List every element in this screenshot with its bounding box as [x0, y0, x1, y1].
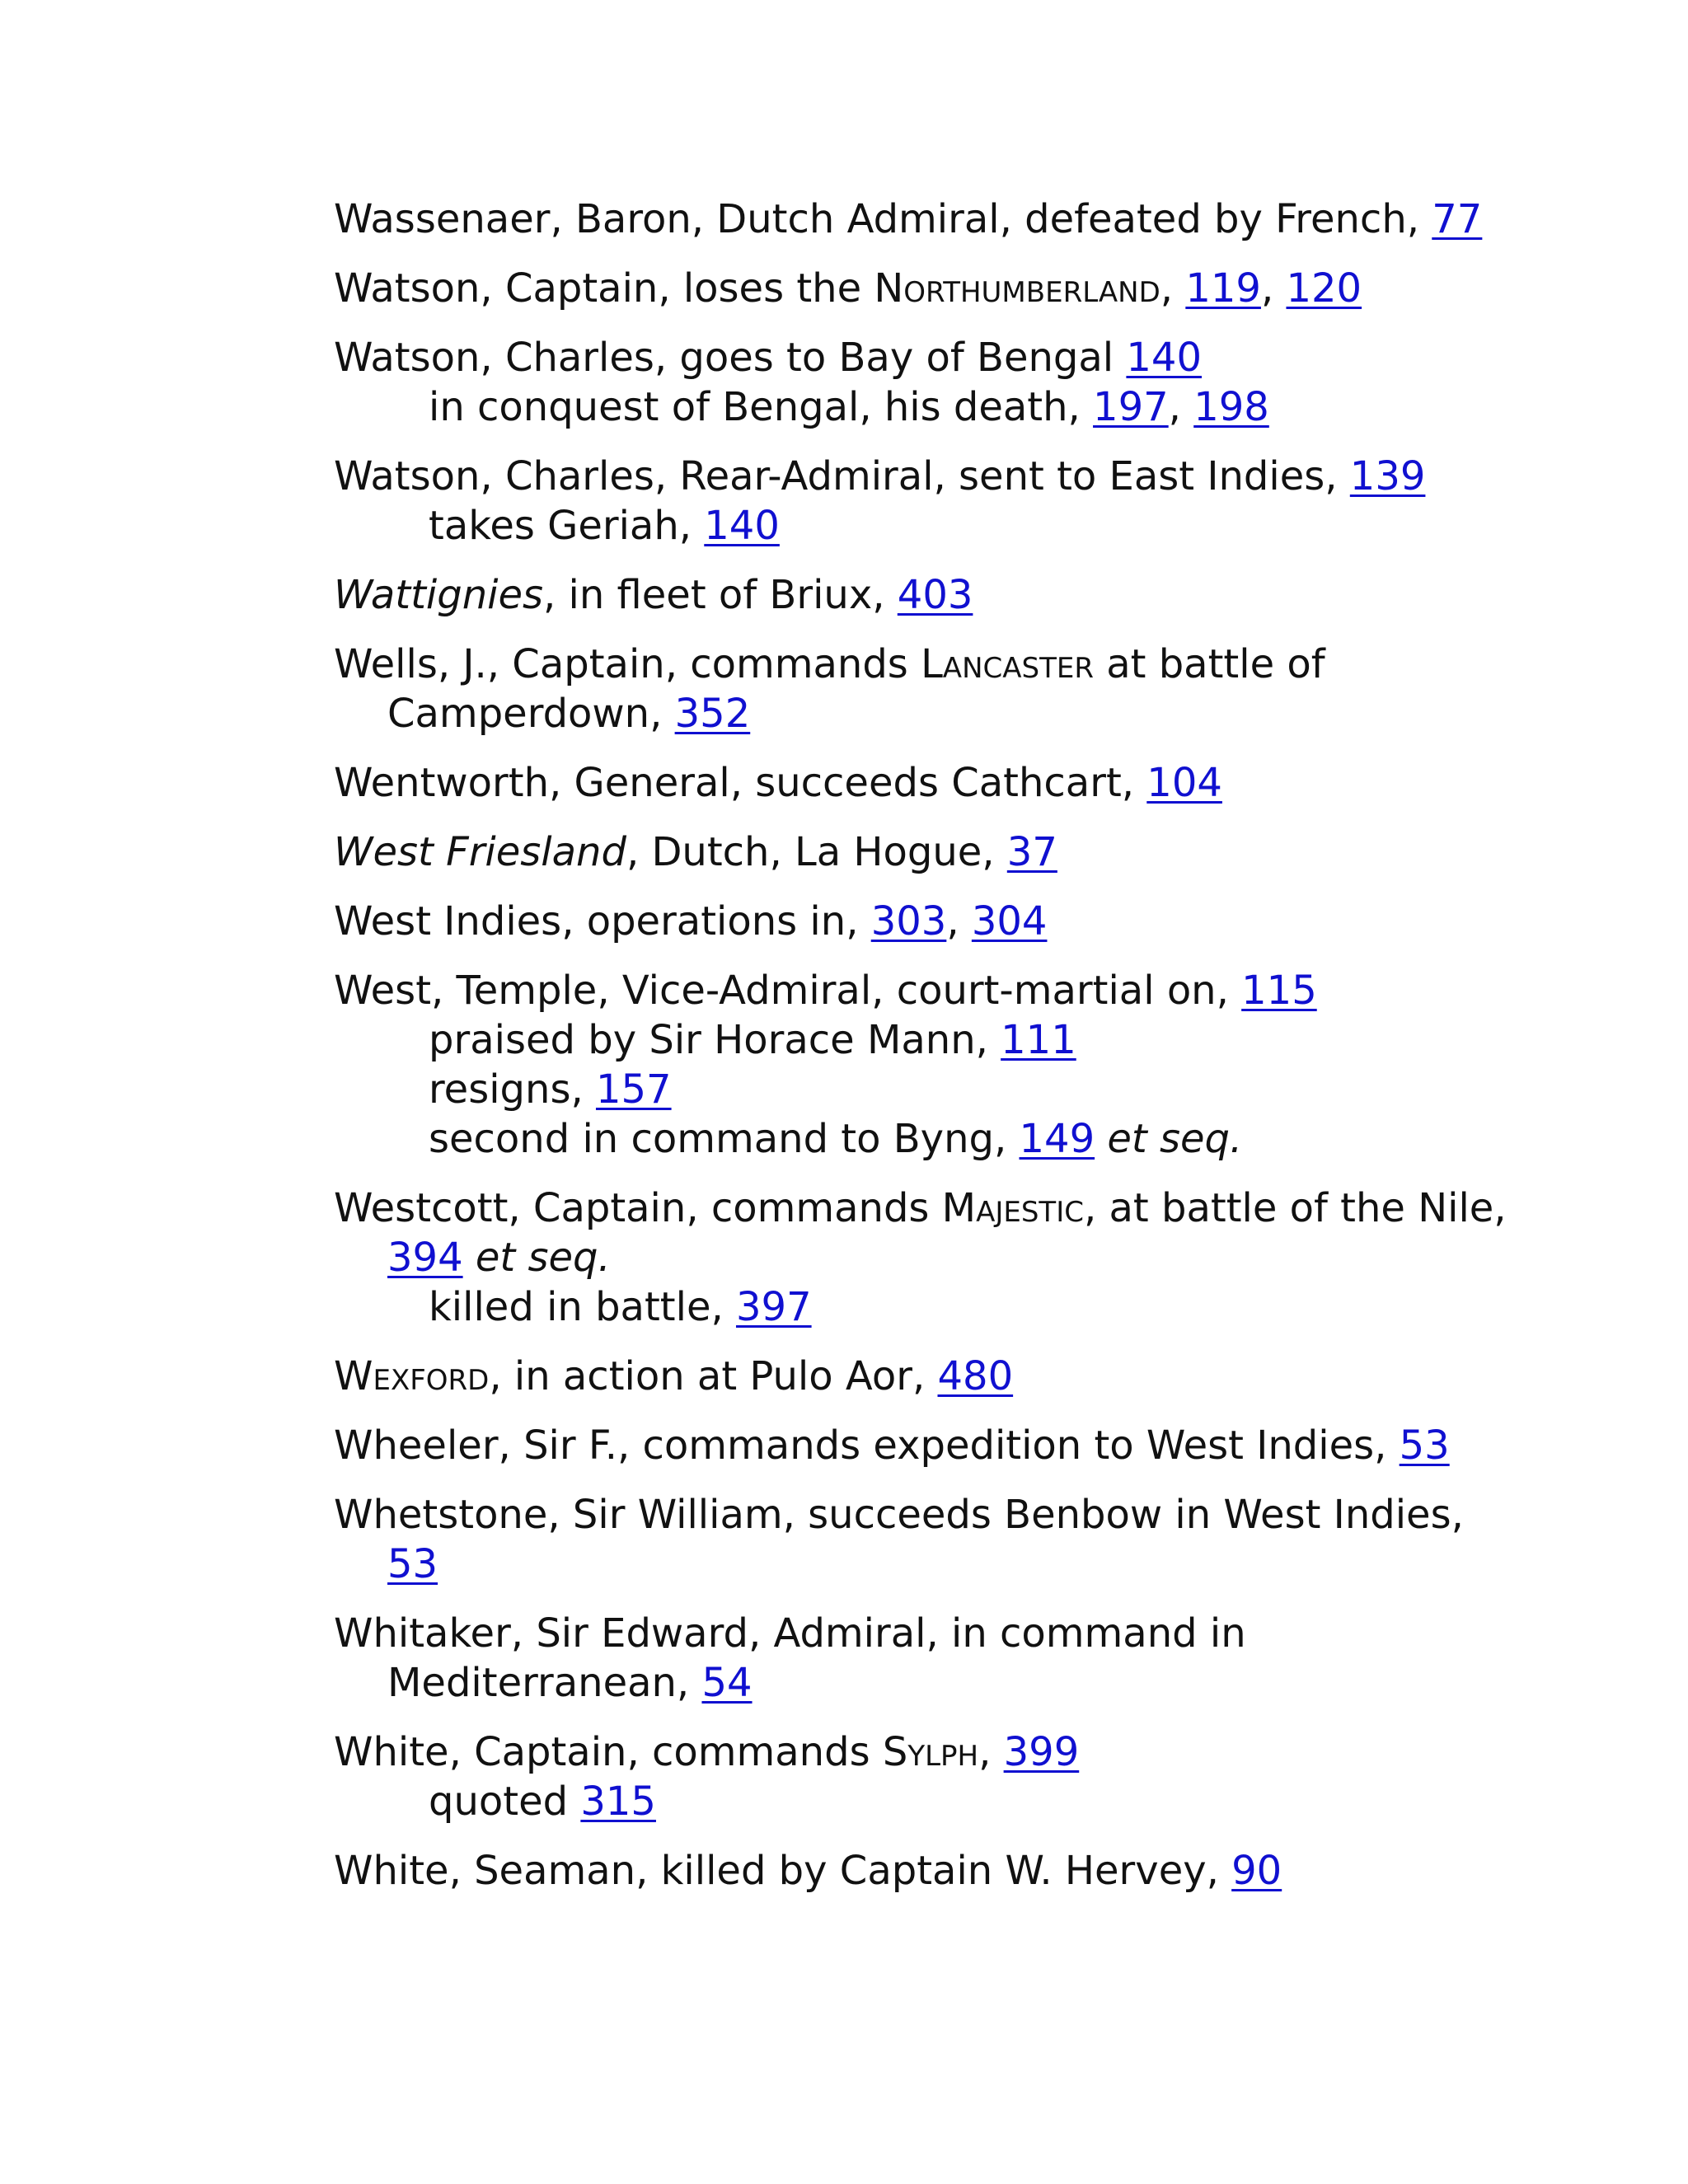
entry-text: at battle of	[1093, 641, 1325, 687]
index-entry	[334, 827, 1488, 877]
entry-text: Whetstone, Sir William, succeeds Benbow in West Indies,	[334, 1492, 1464, 1538]
page-number-link[interactable]: 37	[1006, 829, 1057, 875]
index-entry-line	[334, 1846, 1488, 1896]
entry-text: , at battle of the Nile,	[1083, 1185, 1507, 1231]
index-entry-line	[334, 1658, 1488, 1708]
index-entry-line	[334, 1490, 1488, 1540]
page-number-link[interactable]: 111	[1001, 1017, 1076, 1063]
index-entry	[334, 758, 1488, 808]
italic-text: Wattignies	[334, 572, 543, 618]
entry-text: Camperdown,	[387, 691, 675, 737]
entry-text: West Indies, operations in,	[334, 898, 871, 944]
index-entry-line	[334, 1540, 1488, 1589]
entry-text: ,	[1168, 384, 1194, 430]
index-entry	[334, 1609, 1488, 1708]
index-entry	[334, 1490, 1488, 1589]
page-number-link[interactable]: 115	[1241, 968, 1317, 1014]
index-subentry-line	[334, 1065, 1488, 1114]
entry-text: Watson, Charles, Rear-Admiral, sent to East Indies,	[334, 453, 1350, 499]
italic-text: et seq.	[1107, 1116, 1243, 1162]
index-subentry-line	[334, 1282, 1488, 1332]
page-number-link[interactable]: 77	[1432, 196, 1483, 242]
index-entry	[334, 264, 1488, 313]
page-number-link[interactable]: 53	[387, 1541, 438, 1587]
ship-name: Northumberland	[874, 265, 1160, 312]
page-number-link[interactable]: 139	[1349, 453, 1426, 499]
entry-text: White, Seaman, killed by Captain W. Hervey,	[334, 1848, 1232, 1894]
index-entry-line	[334, 194, 1488, 244]
entry-text: takes Geriah,	[429, 503, 705, 549]
entry-text: Watson, Captain, loses the	[334, 265, 874, 312]
page-number-link[interactable]: 480	[937, 1353, 1014, 1399]
ship-name: Sylph	[882, 1729, 979, 1775]
index-entry-line	[334, 1233, 1488, 1282]
entry-text: Wentworth, General, succeeds Cathcart,	[334, 760, 1147, 806]
entry-text: praised by Sir Horace Mann,	[429, 1017, 1001, 1063]
index-entry-line	[334, 1183, 1507, 1233]
page-number-link[interactable]: 140	[1126, 335, 1203, 381]
index-subentry-line	[334, 1777, 1488, 1826]
index-entry	[334, 640, 1488, 738]
page-number-link[interactable]: 315	[580, 1779, 656, 1825]
index-subentry-line	[334, 1015, 1488, 1065]
entry-text: second in command to Byng,	[429, 1116, 1020, 1162]
index-entry-line	[334, 640, 1488, 689]
entry-text: Watson, Charles, goes to Bay of Bengal	[334, 335, 1127, 381]
entry-text	[1095, 1116, 1107, 1162]
index-entry-line	[334, 570, 1488, 620]
entry-text: Mediterranean,	[387, 1660, 702, 1706]
index-subentry-line	[334, 382, 1488, 432]
entry-text: Westcott, Captain, commands	[334, 1185, 942, 1231]
index-entry-line	[334, 827, 1488, 877]
index-entry	[334, 1727, 1488, 1826]
index-entry-line	[334, 1352, 1488, 1401]
entry-text: Wells, J., Captain, commands	[334, 641, 921, 687]
entry-text: resigns,	[429, 1066, 596, 1113]
entry-text	[463, 1235, 476, 1281]
index-entry	[334, 1352, 1488, 1401]
page-number-link[interactable]: 104	[1146, 760, 1222, 806]
page-number-link[interactable]: 54	[701, 1660, 753, 1706]
page-number-link[interactable]: 399	[1003, 1729, 1080, 1775]
page-number-link[interactable]: 304	[971, 898, 1048, 944]
index-entry-line	[334, 264, 1488, 313]
page-number-link[interactable]: 397	[735, 1284, 812, 1330]
index-entry-line	[334, 689, 1488, 738]
index-entry-line	[334, 966, 1488, 1015]
index-entry	[334, 1421, 1488, 1470]
index-entry	[334, 194, 1488, 244]
entry-text: West, Temple, Vice-Admiral, court-martial on,	[334, 968, 1242, 1014]
page-number-link[interactable]: 90	[1231, 1848, 1282, 1894]
index-entry-line	[334, 333, 1488, 382]
entry-text: ,	[1160, 265, 1186, 312]
page-number-link[interactable]: 157	[595, 1066, 672, 1113]
index-entry	[334, 966, 1488, 1164]
page-number-link[interactable]: 53	[1399, 1422, 1450, 1469]
page-number-link[interactable]: 352	[674, 691, 751, 737]
entry-text: , in action at Pulo Aor,	[489, 1353, 938, 1399]
entry-text: White, Captain, commands	[334, 1729, 883, 1775]
ship-name: Majestic	[941, 1185, 1084, 1231]
page-number-link[interactable]: 303	[870, 898, 947, 944]
index-page	[334, 194, 1507, 1915]
ship-name: Wexford	[334, 1353, 490, 1399]
entry-text: , in fleet of Briux,	[543, 572, 898, 618]
entry-text: in conquest of Bengal, his death,	[429, 384, 1094, 430]
entry-text: ,	[978, 1729, 1004, 1775]
entry-text: Wassenaer, Baron, Dutch Admiral, defeated by French,	[334, 196, 1432, 242]
page-number-link[interactable]: 119	[1185, 265, 1261, 312]
entry-text: Wheeler, Sir F., commands expedition to West Indies,	[334, 1422, 1400, 1469]
index-entry	[334, 897, 1488, 946]
index-entry-line	[334, 1727, 1488, 1777]
index-entry	[334, 333, 1488, 432]
index-subentry-line	[334, 1114, 1488, 1164]
page-number-link[interactable]: 394	[387, 1235, 463, 1281]
entry-text: quoted	[429, 1779, 581, 1825]
italic-text: et seq.	[475, 1235, 611, 1281]
italic-text: West Friesland	[334, 829, 626, 875]
page-number-link[interactable]: 198	[1193, 384, 1269, 430]
index-entry	[334, 1183, 1507, 1332]
index-entry-line	[334, 1609, 1488, 1658]
index-entry	[334, 452, 1488, 551]
page-number-link[interactable]: 403	[897, 572, 973, 618]
entry-text: ,	[946, 898, 972, 944]
page-number-link[interactable]: 197	[1093, 384, 1169, 430]
index-entry-line	[334, 758, 1488, 808]
page-number-link[interactable]: 140	[704, 503, 780, 549]
index-entry-line	[334, 452, 1488, 501]
page-number-link[interactable]: 149	[1019, 1116, 1095, 1162]
index-subentry-line	[334, 501, 1488, 551]
index-entry-line	[334, 897, 1488, 946]
index-entry	[334, 570, 1488, 620]
entry-text: Whitaker, Sir Edward, Admiral, in command in	[334, 1610, 1246, 1657]
index-entry-line	[334, 1421, 1488, 1470]
index-entry	[334, 1846, 1488, 1896]
entry-text: ,	[1260, 265, 1287, 312]
ship-name: Lancaster	[921, 641, 1094, 687]
entry-text: killed in battle,	[429, 1284, 736, 1330]
entry-text: , Dutch, La Hogue,	[626, 829, 1007, 875]
page-number-link[interactable]: 120	[1286, 265, 1362, 312]
